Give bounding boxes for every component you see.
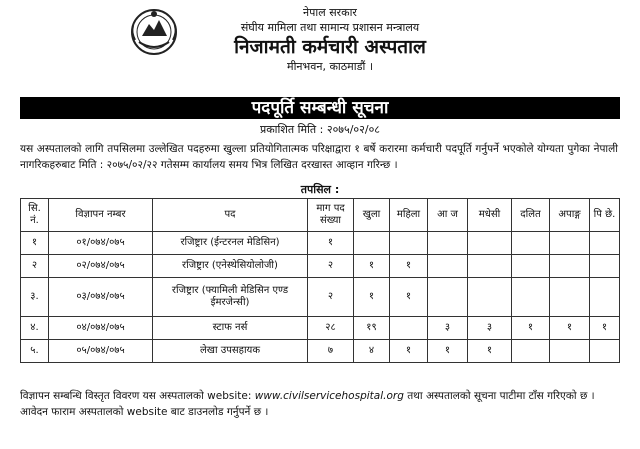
header-backward: पि छे. — [590, 199, 620, 232]
header-open: खुला — [354, 199, 390, 232]
cell-sn: २ — [21, 255, 49, 278]
table-caption: तपसिल : — [300, 183, 340, 196]
cell-dalit — [512, 255, 550, 278]
cell-open — [354, 232, 390, 255]
cell-ad-number: ०५/०७४/०७५ — [49, 340, 153, 363]
government-name: नेपाल सरकार — [303, 6, 357, 19]
cell-open: ४ — [354, 340, 390, 363]
header-demand: माग पद संख्या — [308, 199, 354, 232]
cell-aj — [428, 232, 468, 255]
letterhead — [180, 6, 480, 74]
cell-dalit — [512, 232, 550, 255]
cell-sn: १ — [21, 232, 49, 255]
cell-demand: ७ — [308, 340, 354, 363]
cell-women — [390, 317, 428, 340]
header-disabled: अपाङ्ग — [550, 199, 590, 232]
cell-backward — [590, 232, 620, 255]
cell-ad-number: ०३/०७४/०७५ — [49, 278, 153, 317]
cell-post: रजिष्ट्रार (फ्यामिली मेडिसिन एण्ड ईमरजेन्सी) — [153, 278, 308, 317]
cell-women: १ — [390, 340, 428, 363]
nepal-emblem-icon — [127, 6, 181, 58]
header-post: पद — [153, 199, 308, 232]
cell-disabled: १ — [550, 317, 590, 340]
cell-dalit — [512, 340, 550, 363]
footer-text-before: विज्ञापन सम्बन्धि विस्तृत विवरण यस अस्पतालको website: — [20, 390, 255, 402]
header-sn: सि. नं. — [21, 199, 49, 232]
footer-text-after: तथा अस्पतालको सूचना पाटीमा टाँस गरिएको छ । आवेदन फाराम अस्पतालको website बाट डाउनलोड गर्नुपर्ने छ । — [20, 390, 595, 418]
cell-ad-number: ०४/०७४/०७५ — [49, 317, 153, 340]
cell-sn: ३. — [21, 278, 49, 317]
cell-madhesi — [468, 232, 512, 255]
cell-disabled — [550, 278, 590, 317]
table-row — [21, 232, 620, 255]
notice-intro: यस अस्पतालको लागि तपसिलमा उल्लेखित पदहरुमा खुल्ला प्रतियोगितात्मक परिक्षाद्वारा १ बर्षे करारमा कर्मचारी पदपूर्ति गर्नुपर्ने भएकोले योग्यता पुगेका नेपाली नागरिकहरुबाट मिति : २०७५/०२/२२ गतेसम्म कार्यालय समय भित्र लिखित दरखास्त आव्हान गरिन्छ । — [20, 143, 618, 171]
footer-note — [20, 388, 618, 420]
hospital-address: मीनभवन, काठमाडौं । — [287, 60, 373, 73]
table-row — [21, 340, 620, 363]
notice-title: पदपूर्ति सम्बन्धी सूचना — [20, 97, 620, 119]
cell-women — [390, 232, 428, 255]
cell-aj — [428, 255, 468, 278]
published-date: प्रकाशित मिति : २०७५/०२/०८ — [259, 123, 381, 136]
cell-madhesi — [468, 278, 512, 317]
hospital-name: निजामती कर्मचारी अस्पताल — [234, 36, 426, 58]
table-header-row — [21, 199, 620, 232]
cell-open: १ — [354, 255, 390, 278]
cell-madhesi: १ — [468, 340, 512, 363]
header-dalit: दलित — [512, 199, 550, 232]
cell-post: रजिष्ट्रार (ईन्टरनल मेडिसिन) — [153, 232, 308, 255]
header-aj: आ ज — [428, 199, 468, 232]
cell-post: लेखा उपसहायक — [153, 340, 308, 363]
cell-backward: १ — [590, 317, 620, 340]
website-link[interactable]: www.civilservicehospital.org — [254, 390, 404, 402]
cell-open: १९ — [354, 317, 390, 340]
cell-demand: २ — [308, 255, 354, 278]
cell-disabled — [550, 232, 590, 255]
cell-disabled — [550, 255, 590, 278]
cell-open: १ — [354, 278, 390, 317]
cell-dalit: १ — [512, 317, 550, 340]
cell-women: १ — [390, 255, 428, 278]
vacancy-table — [20, 198, 620, 363]
cell-aj — [428, 278, 468, 317]
cell-aj: १ — [428, 340, 468, 363]
table-row — [21, 278, 620, 317]
table-row — [21, 317, 620, 340]
cell-sn: ४. — [21, 317, 49, 340]
cell-demand: १ — [308, 232, 354, 255]
cell-ad-number: ०१/०७४/०७५ — [49, 232, 153, 255]
header-women: महिला — [390, 199, 428, 232]
table-row — [21, 255, 620, 278]
cell-backward — [590, 340, 620, 363]
cell-aj: ३ — [428, 317, 468, 340]
cell-post: स्टाफ नर्स — [153, 317, 308, 340]
cell-backward — [590, 278, 620, 317]
cell-demand: २ — [308, 278, 354, 317]
header-ad-number: विज्ञापन नम्बर — [49, 199, 153, 232]
ministry-name: संघीय मामिला तथा सामान्य प्रशासन मन्त्रालय — [240, 21, 420, 34]
cell-dalit — [512, 278, 550, 317]
cell-demand: २८ — [308, 317, 354, 340]
cell-backward — [590, 255, 620, 278]
cell-madhesi — [468, 255, 512, 278]
cell-post: रजिष्ट्रार (एनेस्थेसियोलोजी) — [153, 255, 308, 278]
cell-women: १ — [390, 278, 428, 317]
cell-ad-number: ०२/०७४/०७५ — [49, 255, 153, 278]
cell-madhesi: ३ — [468, 317, 512, 340]
cell-disabled — [550, 340, 590, 363]
header-madhesi: मधेसी — [468, 199, 512, 232]
cell-sn: ५. — [21, 340, 49, 363]
